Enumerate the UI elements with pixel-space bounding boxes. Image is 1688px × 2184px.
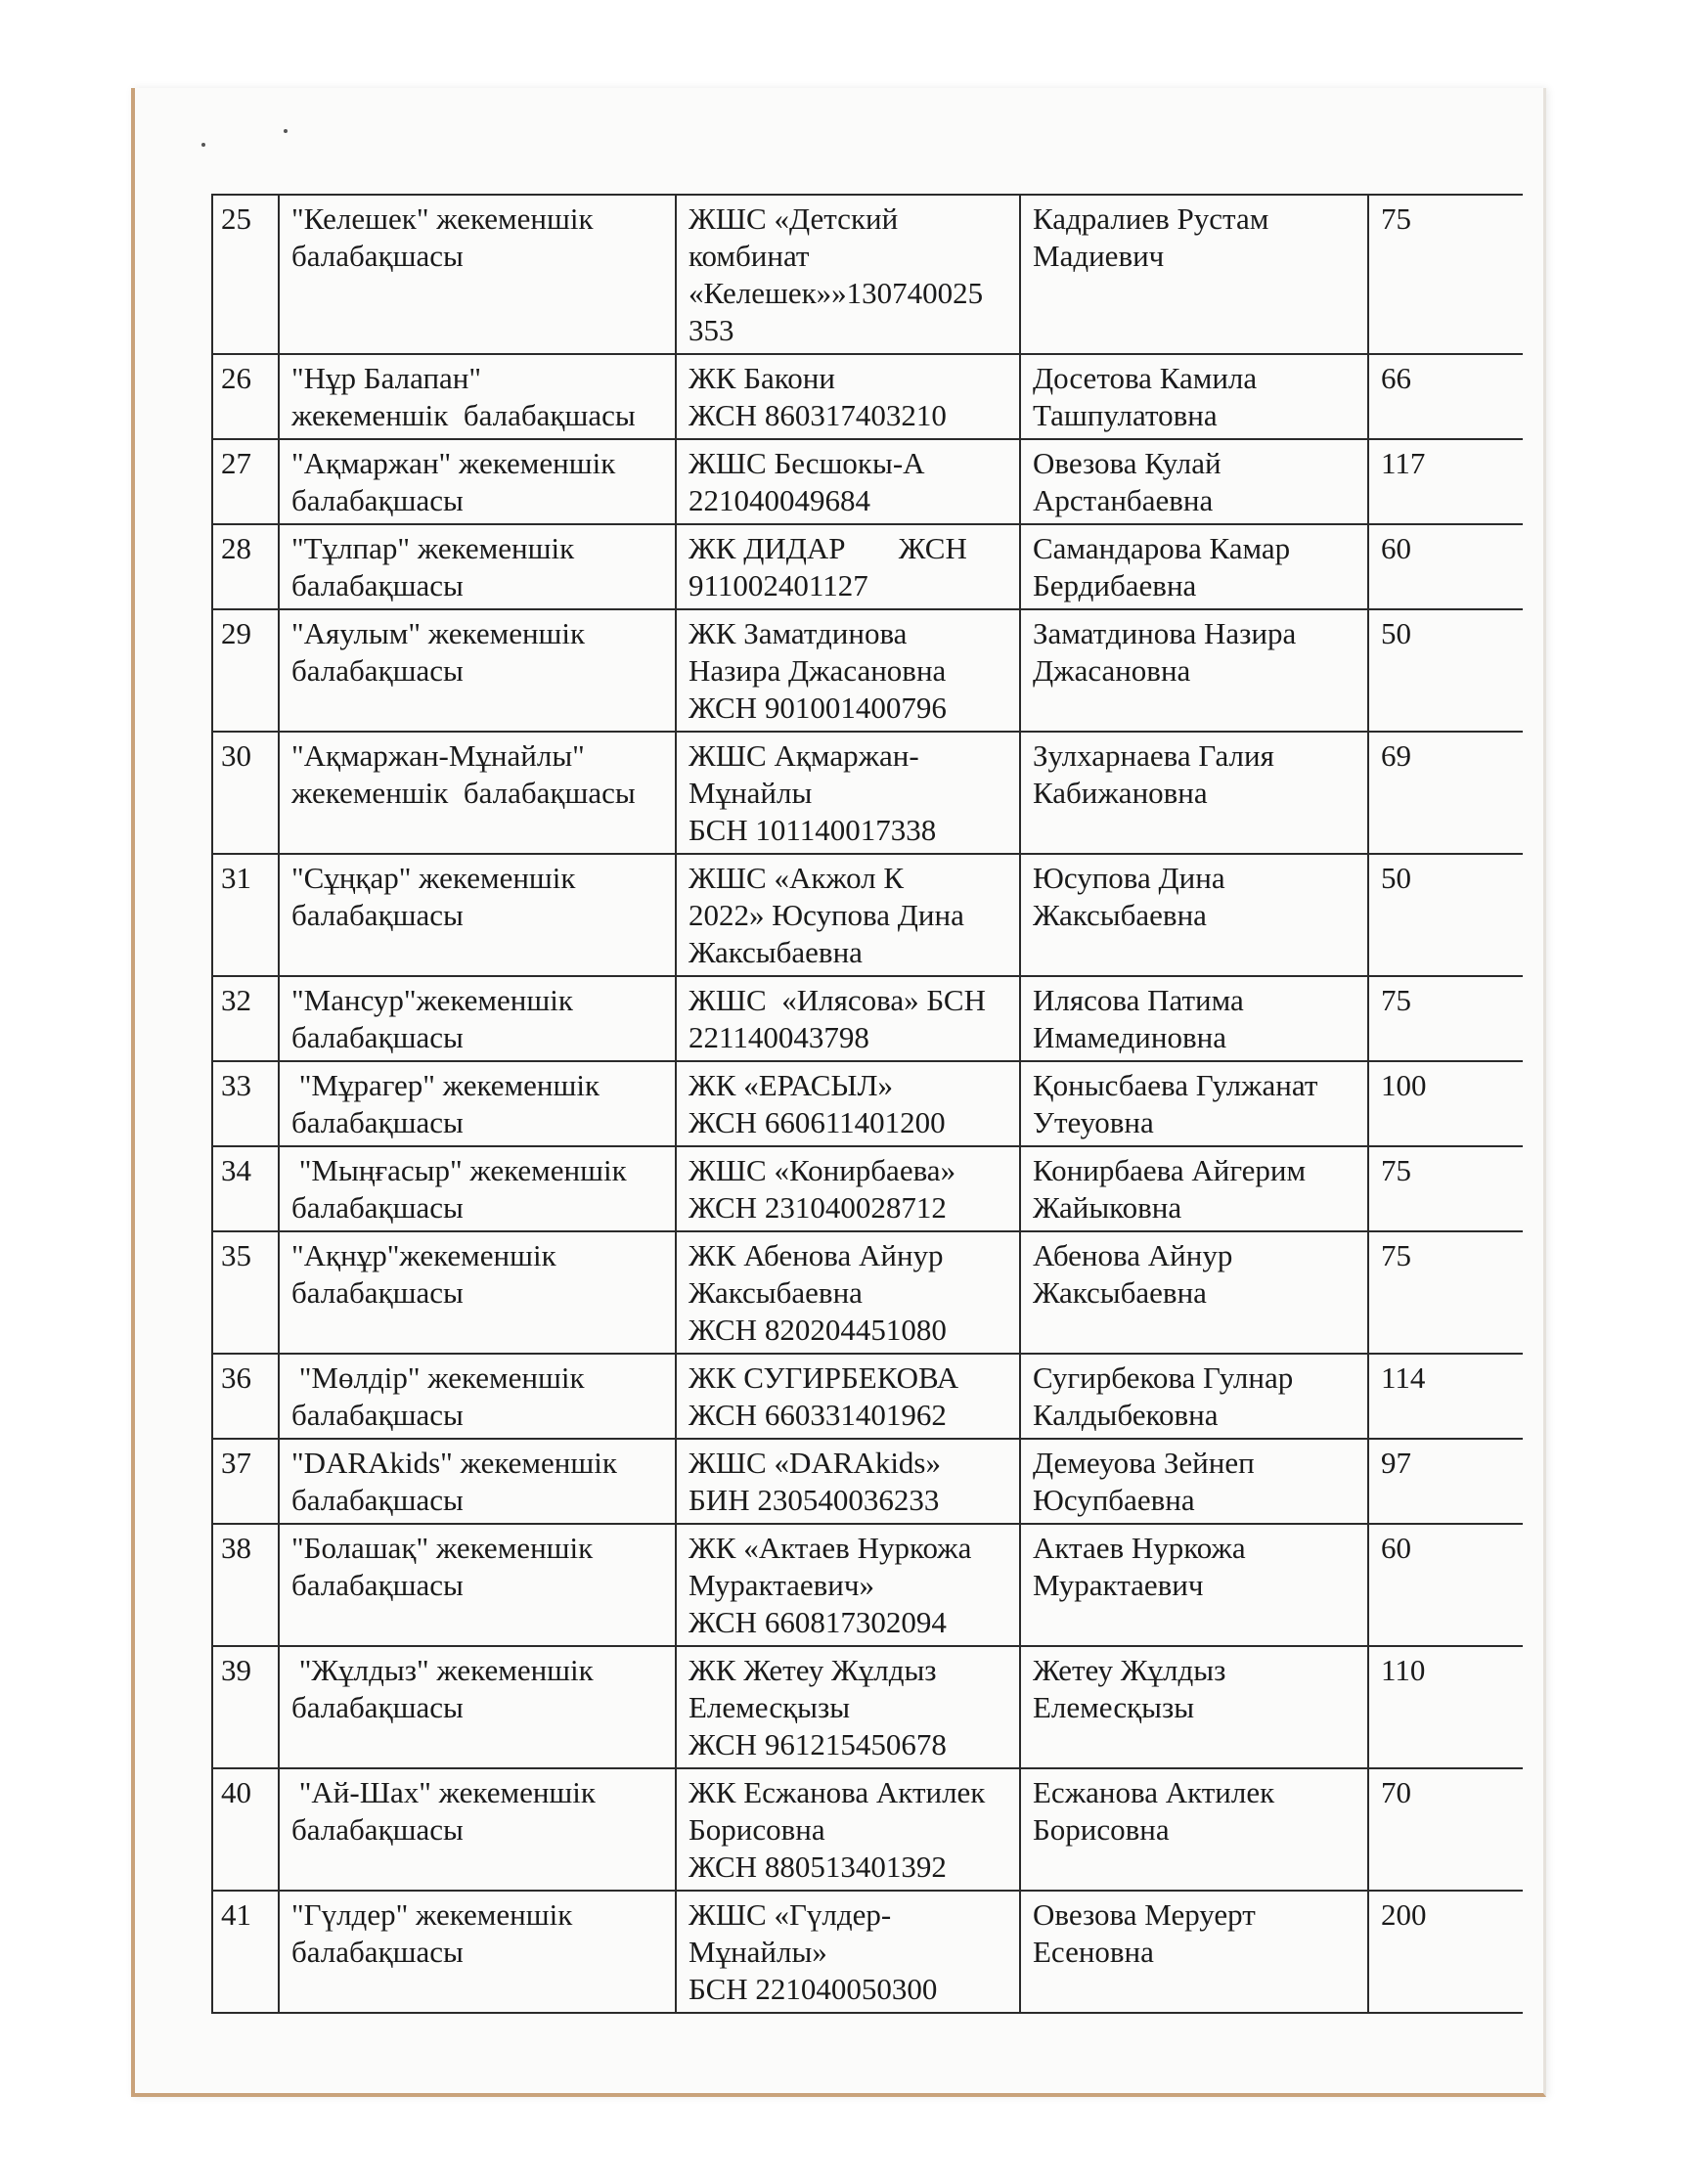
cell-line: "Жұлдыз" жекеменшік <box>291 1653 594 1687</box>
organization-cell <box>676 195 1020 354</box>
director-name-cell <box>1020 1524 1368 1646</box>
row-number-cell: 39 <box>212 1646 279 1768</box>
organization-cell <box>676 854 1020 976</box>
cell-line: ЖШС «Конирбаева» <box>689 1153 956 1187</box>
cell-line: ЖК ДИДАР ЖСН <box>689 531 967 565</box>
cell-line: Жетеу Жұлдыз <box>1033 1653 1226 1687</box>
kindergarten-name-cell <box>279 1146 676 1231</box>
organization-cell <box>676 1061 1020 1146</box>
organization-cell <box>676 732 1020 854</box>
organization-cell <box>676 1231 1020 1354</box>
kindergarten-name-cell <box>279 354 676 439</box>
cell-line: Қонысбаева Гулжанат <box>1033 1068 1318 1102</box>
cell-line: ЖК СУГИРБЕКОВА <box>689 1360 959 1395</box>
row-number-cell: 32 <box>212 976 279 1061</box>
kindergarten-name-cell <box>279 976 676 1061</box>
organization-cell <box>676 1524 1020 1646</box>
cell-line: ЖСН 820204451080 <box>689 1313 947 1347</box>
table-row <box>212 1768 1523 1891</box>
cell-line: ЖШС «DARAkids» <box>689 1446 941 1480</box>
director-name-cell <box>1020 1354 1368 1439</box>
cell-line: ЖСН 660611401200 <box>689 1105 946 1139</box>
cell-line: Бердибаевна <box>1033 568 1197 602</box>
cell-line: жекеменшік балабақшасы <box>291 776 636 810</box>
capacity-cell: 66 <box>1368 354 1523 439</box>
cell-line: Кадралиев Рустам <box>1033 201 1269 236</box>
director-name-cell <box>1020 1646 1368 1768</box>
cell-line: Калдыбековна <box>1033 1398 1219 1432</box>
organization-cell <box>676 976 1020 1061</box>
cell-line: Актаев Нуркожа <box>1033 1531 1246 1565</box>
cell-line: балабақшасы <box>291 1020 464 1054</box>
table-row <box>212 1146 1523 1231</box>
cell-line: Жаксыбаевна <box>1033 1275 1207 1310</box>
cell-line: 353 <box>689 313 734 347</box>
director-name-cell <box>1020 1439 1368 1524</box>
cell-line: ЖК Есжанова Актилек <box>689 1775 986 1809</box>
director-name-cell <box>1020 195 1368 354</box>
cell-line: Демеуова Зейнеп <box>1033 1446 1255 1480</box>
row-number-cell: 26 <box>212 354 279 439</box>
cell-line: Илясова Патима <box>1033 983 1244 1017</box>
organization-cell <box>676 1439 1020 1524</box>
cell-line: Джасановна <box>1033 653 1191 688</box>
organization-cell <box>676 1891 1020 2013</box>
row-number-cell: 29 <box>212 609 279 732</box>
cell-line: Арстанбаевна <box>1033 483 1214 517</box>
director-name-cell <box>1020 1231 1368 1354</box>
capacity-cell: 114 <box>1368 1354 1523 1439</box>
cell-line: "Аяулым" жекеменшік <box>291 616 586 650</box>
table-body <box>212 195 1523 2013</box>
cell-line: ЖШС «Гүлдер- <box>689 1897 892 1932</box>
cell-line: балабақшасы <box>291 1935 464 1969</box>
cell-line: Мұнайлы <box>689 776 813 810</box>
table-row <box>212 976 1523 1061</box>
kindergarten-name-cell <box>279 195 676 354</box>
table-row <box>212 1646 1523 1768</box>
cell-line: Мурактаевич <box>1033 1568 1204 1602</box>
cell-line: балабақшасы <box>291 653 464 688</box>
cell-line: балабақшасы <box>291 1483 464 1517</box>
cell-line: БСН 221040050300 <box>689 1972 938 2006</box>
capacity-cell: 200 <box>1368 1891 1523 2013</box>
capacity-cell: 75 <box>1368 976 1523 1061</box>
cell-line: "DARAkids" жекеменшік <box>291 1446 617 1480</box>
capacity-cell: 75 <box>1368 1231 1523 1354</box>
capacity-cell: 100 <box>1368 1061 1523 1146</box>
cell-line: Зулхарнаева Галия <box>1033 738 1274 773</box>
table-row <box>212 439 1523 524</box>
cell-line: Борисовна <box>1033 1812 1170 1847</box>
cell-line: Сугирбекова Гулнар <box>1033 1360 1294 1395</box>
kindergarten-name-cell <box>279 1061 676 1146</box>
organization-cell <box>676 1146 1020 1231</box>
cell-line: БСН 101140017338 <box>689 813 937 847</box>
cell-line: ЖСН 231040028712 <box>689 1190 947 1225</box>
capacity-cell: 60 <box>1368 524 1523 609</box>
cell-line: Конирбаева Айгерим <box>1033 1153 1307 1187</box>
cell-line: "Келешек" жекеменшік <box>291 201 594 236</box>
kindergarten-name-cell <box>279 439 676 524</box>
cell-line: "Мөлдір" жекеменшік <box>291 1360 585 1395</box>
cell-line: Заматдинова Назира <box>1033 616 1297 650</box>
kindergarten-name-cell <box>279 1439 676 1524</box>
director-name-cell <box>1020 854 1368 976</box>
table-row <box>212 1524 1523 1646</box>
cell-line: балабақшасы <box>291 1105 464 1139</box>
cell-line: "Мыңғасыр" жекеменшік <box>291 1153 627 1187</box>
cell-line: "Нұр Балапан" <box>291 361 482 395</box>
cell-line: Есеновна <box>1033 1935 1154 1969</box>
cell-line: балабақшасы <box>291 898 464 932</box>
kindergarten-table <box>211 194 1523 2014</box>
cell-line: Борисовна <box>689 1812 825 1847</box>
table-row <box>212 854 1523 976</box>
table-row <box>212 732 1523 854</box>
cell-line: "Мұрагер" жекеменшік <box>291 1068 600 1102</box>
table-row <box>212 1439 1523 1524</box>
cell-line: балабақшасы <box>291 568 464 602</box>
cell-line: ЖСН 860317403210 <box>689 398 947 432</box>
cell-line: ЖСН 901001400796 <box>689 691 947 725</box>
cell-line: "Ақмаржан" жекеменшік <box>291 446 616 480</box>
row-number-cell: 35 <box>212 1231 279 1354</box>
row-number-cell: 34 <box>212 1146 279 1231</box>
cell-line: балабақшасы <box>291 483 464 517</box>
kindergarten-name-cell <box>279 732 676 854</box>
cell-line: балабақшасы <box>291 1568 464 1602</box>
director-name-cell <box>1020 976 1368 1061</box>
cell-line: ЖСН 961215450678 <box>689 1727 947 1761</box>
row-number-cell: 28 <box>212 524 279 609</box>
cell-line: ЖШС Ақмаржан- <box>689 738 919 773</box>
capacity-cell: 60 <box>1368 1524 1523 1646</box>
cell-line: Назира Джасановна <box>689 653 947 688</box>
cell-line: балабақшасы <box>291 1690 464 1724</box>
capacity-cell: 75 <box>1368 1146 1523 1231</box>
cell-line: 911002401127 <box>689 568 868 602</box>
capacity-cell: 70 <box>1368 1768 1523 1891</box>
capacity-cell: 50 <box>1368 854 1523 976</box>
cell-line: балабақшасы <box>291 239 464 273</box>
cell-line: ЖК «Актаев Нуркожа <box>689 1531 972 1565</box>
cell-line: "Сұңқар" жекеменшік <box>291 861 576 895</box>
cell-line: Юсупова Дина <box>1033 861 1225 895</box>
cell-line: Имамединовна <box>1033 1020 1226 1054</box>
row-number-cell: 36 <box>212 1354 279 1439</box>
capacity-cell: 75 <box>1368 195 1523 354</box>
kindergarten-name-cell <box>279 524 676 609</box>
cell-line: БИН 230540036233 <box>689 1483 940 1517</box>
cell-line: Абенова Айнур <box>1033 1238 1233 1272</box>
cell-line: "Гүлдер" жекеменшік <box>291 1897 573 1932</box>
cell-line: ЖК Абенова Айнур <box>689 1238 944 1272</box>
row-number-cell: 40 <box>212 1768 279 1891</box>
organization-cell <box>676 354 1020 439</box>
cell-line: балабақшасы <box>291 1190 464 1225</box>
cell-line: балабақшасы <box>291 1275 464 1310</box>
cell-line: ЖК «ЕРАСЫЛ» <box>689 1068 893 1102</box>
cell-line: "Болашақ" жекеменшік <box>291 1531 594 1565</box>
cell-line: Мұнайлы» <box>689 1935 827 1969</box>
cell-line: ЖСН 660331401962 <box>689 1398 947 1432</box>
cell-line: Есжанова Актилек <box>1033 1775 1275 1809</box>
cell-line: Досетова Камила <box>1033 361 1258 395</box>
scan-speck <box>284 129 288 133</box>
cell-line: ЖШС «Илясова» БСН <box>689 983 986 1017</box>
cell-line: Елемесқызы <box>689 1690 851 1724</box>
table-row <box>212 195 1523 354</box>
row-number-cell: 33 <box>212 1061 279 1146</box>
kindergarten-name-cell <box>279 1231 676 1354</box>
table-row <box>212 1891 1523 2013</box>
cell-line: Овезова Кулай <box>1033 446 1222 480</box>
kindergarten-name-cell <box>279 1524 676 1646</box>
row-number-cell: 37 <box>212 1439 279 1524</box>
table-row <box>212 354 1523 439</box>
capacity-cell: 97 <box>1368 1439 1523 1524</box>
director-name-cell <box>1020 732 1368 854</box>
cell-line: Самандарова Камар <box>1033 531 1291 565</box>
kindergarten-name-cell <box>279 1768 676 1891</box>
capacity-cell: 117 <box>1368 439 1523 524</box>
cell-line: Жаксыбаевна <box>689 935 863 969</box>
organization-cell <box>676 1646 1020 1768</box>
cell-line: балабақшасы <box>291 1812 464 1847</box>
cell-line: ЖСН 660817302094 <box>689 1605 947 1639</box>
organization-cell <box>676 524 1020 609</box>
cell-line: «Келешек»»130740025 <box>689 276 984 310</box>
row-number-cell: 38 <box>212 1524 279 1646</box>
cell-line: Утеуовна <box>1033 1105 1154 1139</box>
capacity-cell: 50 <box>1368 609 1523 732</box>
organization-cell <box>676 439 1020 524</box>
kindergarten-name-cell <box>279 609 676 732</box>
cell-line: ЖК Бакони <box>689 361 835 395</box>
director-name-cell <box>1020 1768 1368 1891</box>
cell-line: Юсупбаевна <box>1033 1483 1195 1517</box>
kindergarten-name-cell <box>279 854 676 976</box>
cell-line: ЖК Жетеу Жұлдыз <box>689 1653 937 1687</box>
capacity-cell: 110 <box>1368 1646 1523 1768</box>
scan-speck <box>201 143 205 147</box>
cell-line: ЖК Заматдинова <box>689 616 908 650</box>
cell-line: "Ақмаржан-Мұнайлы" <box>291 738 585 773</box>
row-number-cell: 30 <box>212 732 279 854</box>
table-row <box>212 524 1523 609</box>
director-name-cell <box>1020 1891 1368 2013</box>
director-name-cell <box>1020 524 1368 609</box>
director-name-cell <box>1020 354 1368 439</box>
cell-line: ЖШС «Акжол К <box>689 861 905 895</box>
cell-line: Кабижановна <box>1033 776 1208 810</box>
organization-cell <box>676 609 1020 732</box>
row-number-cell: 41 <box>212 1891 279 2013</box>
table-row <box>212 1231 1523 1354</box>
row-number-cell: 31 <box>212 854 279 976</box>
kindergarten-name-cell <box>279 1646 676 1768</box>
cell-line: ЖСН 880513401392 <box>689 1850 947 1884</box>
cell-line: "Тұлпар" жекеменшік <box>291 531 575 565</box>
table-row <box>212 609 1523 732</box>
cell-line: 221040049684 <box>689 483 870 517</box>
cell-line: балабақшасы <box>291 1398 464 1432</box>
cell-line: Овезова Меруерт <box>1033 1897 1256 1932</box>
director-name-cell <box>1020 439 1368 524</box>
director-name-cell <box>1020 1061 1368 1146</box>
cell-line: Елемесқызы <box>1033 1690 1195 1724</box>
kindergarten-name-cell <box>279 1891 676 2013</box>
organization-cell <box>676 1354 1020 1439</box>
cell-line: ЖШС Бесшокы-А <box>689 446 925 480</box>
cell-line: 221140043798 <box>689 1020 869 1054</box>
row-number-cell: 27 <box>212 439 279 524</box>
cell-line: Жаксыбаевна <box>689 1275 863 1310</box>
organization-cell <box>676 1768 1020 1891</box>
cell-line: комбинат <box>689 239 810 273</box>
row-number-cell: 25 <box>212 195 279 354</box>
cell-line: Мурактаевич» <box>689 1568 874 1602</box>
capacity-cell: 69 <box>1368 732 1523 854</box>
cell-line: "Ақнұр"жекеменшік <box>291 1238 556 1272</box>
cell-line: Жайыковна <box>1033 1190 1182 1225</box>
cell-line: 2022» Юсупова Дина <box>689 898 964 932</box>
cell-line: Жаксыбаевна <box>1033 898 1207 932</box>
kindergarten-name-cell <box>279 1354 676 1439</box>
cell-line: жекеменшік балабақшасы <box>291 398 636 432</box>
director-name-cell <box>1020 609 1368 732</box>
table-row <box>212 1354 1523 1439</box>
cell-line: "Мансур"жекеменшік <box>291 983 573 1017</box>
cell-line: ЖШС «Детский <box>689 201 899 236</box>
cell-line: Мадиевич <box>1033 239 1165 273</box>
cell-line: "Ай-Шах" жекеменшік <box>291 1775 596 1809</box>
cell-line: Ташпулатовна <box>1033 398 1218 432</box>
director-name-cell <box>1020 1146 1368 1231</box>
table-row <box>212 1061 1523 1146</box>
